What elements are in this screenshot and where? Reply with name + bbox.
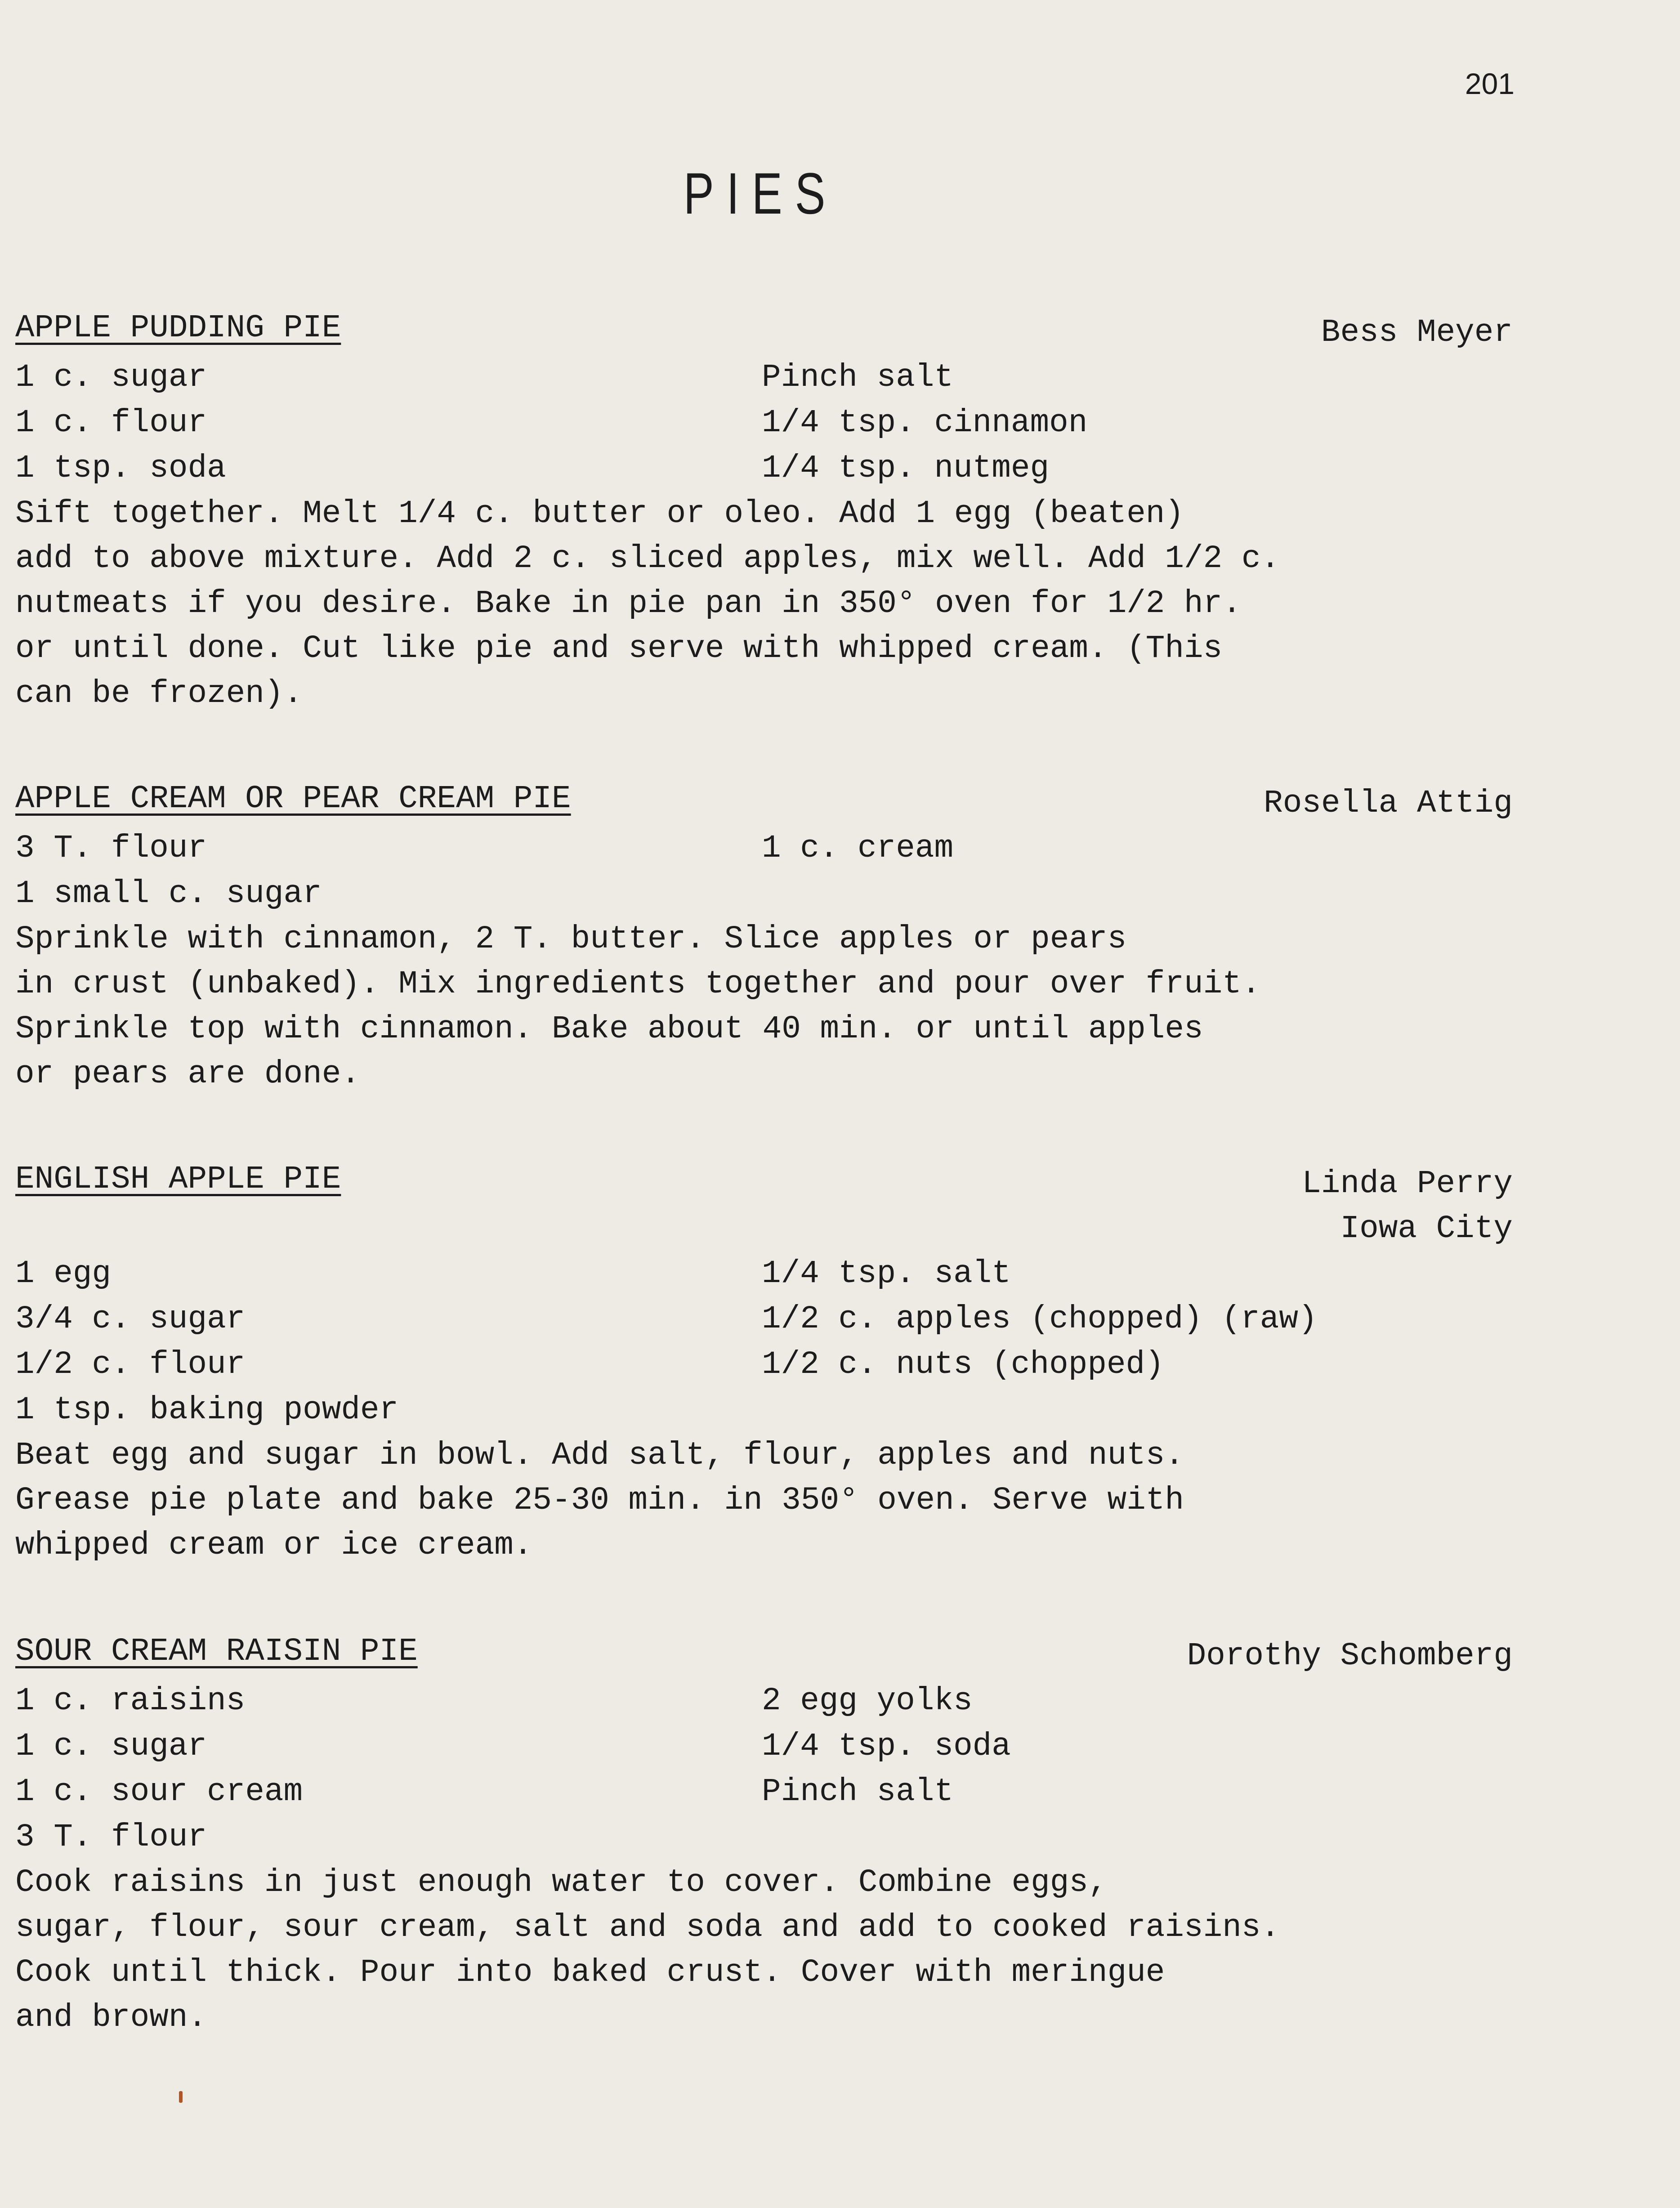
recipe-title: ENGLISH APPLE PIE bbox=[15, 1162, 341, 1198]
recipe-header bbox=[15, 1634, 1513, 1679]
ingredient: Pinch salt bbox=[762, 1774, 954, 1810]
ingredient-row bbox=[15, 1815, 1513, 1860]
ingredient: 1/2 c. flour bbox=[15, 1347, 246, 1383]
recipe-method: Cook raisins in just enough water to cover. Combine eggs, sugar, flour, sour cream, salt and soda and add to cooked raisins. Cook until thick. Pour into baked crust. Cover with meringue and brown. bbox=[15, 1865, 1280, 2036]
ingredient: 2 egg yolks bbox=[762, 1683, 973, 1719]
ingredient: 1/2 c. nuts (chopped) bbox=[762, 1347, 1164, 1383]
ingredient: 1 c. flour bbox=[15, 405, 207, 441]
ingredient-row bbox=[15, 401, 1513, 446]
paper-speck bbox=[179, 2091, 183, 2103]
ingredient: 1/4 tsp. cinnamon bbox=[762, 405, 1088, 441]
ingredient-row bbox=[15, 355, 1513, 401]
recipe-author: Rosella Attig bbox=[1264, 786, 1513, 822]
recipe-header bbox=[15, 310, 1513, 355]
ingredient-row bbox=[15, 1251, 1513, 1297]
recipe-author: Linda Perry Iowa City bbox=[1302, 1166, 1513, 1247]
ingredient-row bbox=[15, 826, 1513, 872]
ingredient-row bbox=[15, 1297, 1513, 1342]
recipe-method: Sprinkle with cinnamon, 2 T. butter. Slice apples or pears in crust (unbaked). Mix ingredients together and pour over fruit. Sprinkle top with cinnamon. Bake about 40 min. or until apples or pears are done. bbox=[15, 921, 1261, 1092]
ingredient-row bbox=[15, 446, 1513, 492]
recipe-sour-cream-raisin-pie bbox=[15, 1634, 1513, 2040]
ingredient: 1/4 tsp. nutmeg bbox=[762, 451, 1050, 487]
recipe-title: SOUR CREAM RAISIN PIE bbox=[15, 1634, 418, 1670]
recipe-apple-cream-or-pear-cream-pie bbox=[15, 781, 1513, 1097]
ingredient: 1 tsp. baking powder bbox=[15, 1392, 399, 1428]
ingredient: 1 c. raisins bbox=[15, 1683, 246, 1719]
recipe-author: Bess Meyer bbox=[1321, 315, 1513, 351]
recipe-header bbox=[15, 1162, 1513, 1251]
ingredient-list bbox=[15, 826, 1513, 917]
ingredient: Pinch salt bbox=[762, 360, 954, 396]
ingredient: 3 T. flour bbox=[15, 831, 207, 867]
recipe-title: APPLE CREAM OR PEAR CREAM PIE bbox=[15, 781, 571, 817]
ingredient: 1 egg bbox=[15, 1256, 112, 1292]
recipe-apple-pudding-pie bbox=[15, 310, 1513, 716]
ingredient: 1 small c. sugar bbox=[15, 876, 322, 912]
ingredient-row bbox=[15, 872, 1513, 917]
ingredient: 1 c. sour cream bbox=[15, 1774, 303, 1810]
ingredient: 1 c. sugar bbox=[15, 1729, 207, 1765]
recipe-method: Beat egg and sugar in bowl. Add salt, flour, apples and nuts. Grease pie plate and bake 25-30 min. in 350° oven. Serve with whipped cream or ice cream. bbox=[15, 1438, 1184, 1564]
ingredient: 1/2 c. apples (chopped) (raw) bbox=[762, 1301, 1318, 1337]
ingredient-row bbox=[15, 1342, 1513, 1388]
page-number: 201 bbox=[1465, 67, 1515, 100]
ingredient: 1 tsp. soda bbox=[15, 451, 226, 487]
ingredient-list bbox=[15, 1251, 1513, 1433]
page-title: PIES bbox=[684, 161, 838, 226]
ingredient: 1 c. cream bbox=[762, 831, 954, 867]
ingredient-list bbox=[15, 355, 1513, 492]
ingredient-row bbox=[15, 1724, 1513, 1770]
recipe-title: APPLE PUDDING PIE bbox=[15, 310, 341, 346]
ingredient-row bbox=[15, 1679, 1513, 1724]
recipe-author: Dorothy Schomberg bbox=[1187, 1638, 1513, 1674]
ingredient: 1/4 tsp. soda bbox=[762, 1729, 1011, 1765]
ingredient-row bbox=[15, 1770, 1513, 1815]
recipe-method: Sift together. Melt 1/4 c. butter or oleo. Add 1 egg (beaten) add to above mixture. Add 2 c. sliced apples, mix well. Add 1/2 c. nutmeats if you desire. Bake in pie pan in 350° oven for 1/2 hr. or until done. Cut like pie and serve with whipped cream. (This can be frozen). bbox=[15, 496, 1280, 712]
ingredient-row bbox=[15, 1388, 1513, 1433]
ingredient: 3/4 c. sugar bbox=[15, 1301, 246, 1337]
ingredient: 3 T. flour bbox=[15, 1819, 207, 1855]
ingredient-list bbox=[15, 1679, 1513, 1860]
recipe-english-apple-pie bbox=[15, 1162, 1513, 1568]
ingredient: 1/4 tsp. salt bbox=[762, 1256, 1011, 1292]
ingredient: 1 c. sugar bbox=[15, 360, 207, 396]
recipe-header bbox=[15, 781, 1513, 826]
